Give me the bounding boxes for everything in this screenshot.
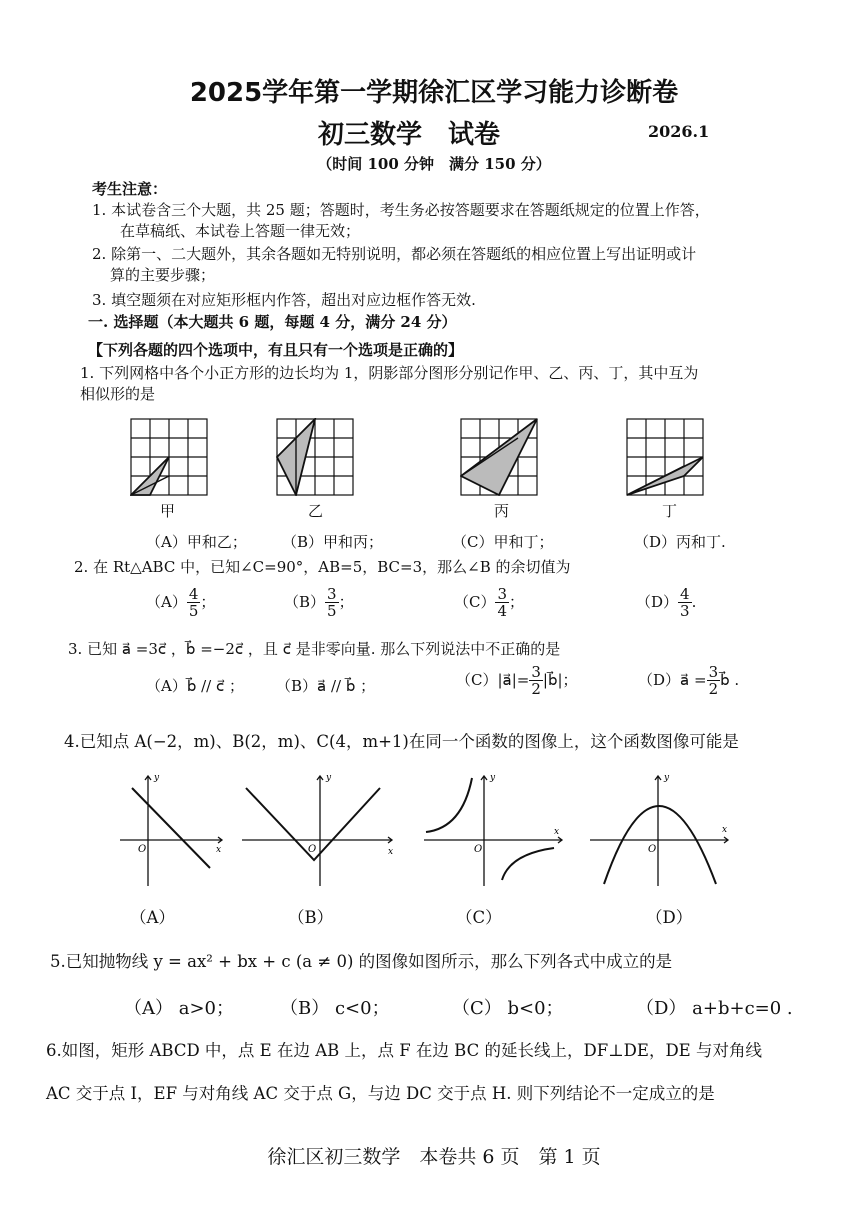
q2-option-a-label: （A） (146, 593, 187, 611)
section-instruction: 【下列各题的四个选项中，有且只有一个选项是正确的】 (88, 341, 464, 359)
q2-option-d-fraction (678, 586, 692, 619)
q4-graph-a (118, 768, 228, 888)
fraction-denominator: 2 (531, 680, 541, 698)
q2-option-a (146, 586, 215, 619)
q1-label-bing: 丙 (494, 502, 510, 520)
fraction-denominator: 5 (327, 602, 337, 620)
q4-label-a: （A） (130, 908, 175, 927)
q2-option-a-sep: ； (200, 593, 216, 611)
q2-option-d-label: （D） (636, 593, 679, 611)
q2-option-b-sep: ； (338, 593, 354, 611)
q3-option-c (456, 664, 578, 697)
q1-label-ding: 丁 (662, 502, 678, 520)
q4-graph-d-origin: O (648, 844, 657, 855)
notice-item-2-cont: 算的主要步骤； (110, 266, 216, 284)
q6-stem: 6.如图，矩形 ABCD 中，点 E 在边 AB 上，点 F 在边 BC 的延长线上，DF⊥DE，DE 与对角线 (46, 1041, 762, 1060)
fraction-denominator: 5 (188, 602, 199, 620)
q1-grid-ding (626, 418, 704, 496)
q4-label-b: （B） (288, 908, 334, 927)
q1-option-d: （D）丙和丁. (634, 533, 726, 551)
exam-title: 2025学年第一学期徐汇区学习能力诊断卷 (189, 78, 679, 108)
q2-option-d (636, 586, 696, 619)
q4-graph-c-origin: O (474, 844, 483, 855)
q4-graph-b-x-label: x (388, 847, 394, 857)
q3-option-d (638, 664, 739, 697)
q1-label-jia: 甲 (160, 502, 176, 520)
q4-graph-c-y-label: y (490, 773, 496, 783)
q5-stem: 5.已知抛物线 y = ax² + bx + c (a ≠ 0) 的图像如图所示，那么下列各式中成立的是 (50, 952, 673, 971)
fraction-numerator: 3 (327, 585, 337, 603)
q4-graph-b-y-label: y (326, 773, 332, 783)
q3-option-b: （B）a⃗ // b⃗ ； (276, 677, 376, 695)
q4-label-d: （D） (646, 908, 693, 927)
fraction-denominator: 2 (708, 680, 719, 698)
q1-label-yi: 乙 (308, 502, 324, 520)
q2-option-b-fraction (325, 586, 339, 619)
q1-stem-cont: 相似形的是 (80, 385, 156, 403)
q2-option-c-label: （C） (454, 593, 496, 611)
q3-option-c-prefix: （C）|a⃗|= (456, 671, 530, 689)
q5-option-c: （C） b<0； (452, 998, 564, 1019)
q5-option-a: （A） a>0； (124, 998, 234, 1019)
fraction-numerator: 4 (188, 585, 199, 603)
q1-grid-jia (130, 418, 208, 496)
q3-option-d-suffix: b⃗ . (720, 671, 740, 689)
page-footer: 徐汇区初三数学 本卷共 6 页 第 1 页 (267, 1146, 601, 1168)
q3-option-a: （A）b⃗ // c⃗ ； (146, 677, 245, 695)
q1-option-c: （C）甲和丁； (452, 533, 554, 551)
q3-option-d-fraction (707, 664, 721, 697)
q6-stem-cont: AC 交于点 I，EF 与对角线 AC 交于点 G，与边 DC 交于点 H. 则下列结论不一定成立的是 (46, 1084, 715, 1103)
q3-option-c-fraction (529, 664, 543, 697)
q4-graph-b (240, 768, 400, 888)
q5-option-d: （D） a+b+c=0 . (636, 998, 793, 1019)
q2-option-d-sep: . (691, 593, 697, 611)
q4-graph-d-y-label: y (664, 773, 670, 783)
fraction-numerator: 4 (680, 585, 690, 603)
q1-grid-yi (276, 418, 354, 496)
q2-stem: 2. 在 Rt△ABC 中，已知∠C=90°，AB=5，BC=3，那么∠B 的余切值为 (74, 558, 571, 576)
q4-graph-c-x-label: x (554, 827, 560, 837)
q2-option-c-sep: ； (509, 593, 525, 611)
fraction-numerator: 3 (531, 663, 541, 681)
q3-option-c-suffix: |b⃗|； (542, 671, 578, 689)
notice-heading: 考生注意： (92, 180, 168, 198)
q2-option-c (454, 586, 524, 619)
q4-graph-c (422, 768, 572, 888)
exam-subtitle: 初三数学 试卷 (318, 120, 501, 150)
q1-option-a: （A）甲和乙； (146, 533, 247, 551)
q3-stem: 3. 已知 a⃗ =3c⃗ ，b⃗ =−2c⃗ ，且 c⃗ 是非零向量. 那么下列说法中不正确的是 (68, 640, 561, 658)
q4-graph-a-origin: O (138, 844, 147, 855)
fraction-numerator: 3 (497, 585, 508, 603)
exam-time-info: （时间 100 分钟 满分 150 分） (317, 155, 551, 173)
notice-item-2: 2. 除第一、二大题外，其余各题如无特别说明，都必须在答题纸的相应位置上写出证明或计 (92, 245, 697, 263)
fraction-denominator: 4 (497, 602, 508, 620)
notice-item-3: 3. 填空题须在对应矩形框内作答，超出对应边框作答无效. (92, 291, 476, 309)
exam-date: 2026.1 (648, 122, 710, 141)
fraction-numerator: 3 (708, 663, 719, 681)
q5-option-b: （B） c<0； (280, 998, 390, 1019)
q4-graph-b-origin: O (308, 844, 317, 855)
notice-item-1-cont: 在草稿纸、本试卷上答题一律无效； (120, 222, 361, 240)
notice-item-1: 1. 本试卷含三个大题，共 25 题；答题时，考生务必按答题要求在答题纸规定的位置上作答， (92, 201, 710, 219)
section-heading: 一. 选择题（本大题共 6 题，每题 4 分，满分 24 分） (88, 313, 457, 331)
q2-option-c-fraction (495, 586, 509, 619)
q4-stem: 4.已知点 A(−2，m)、B(2，m)、C(4，m+1)在同一个函数的图像上，这个函数图像可能是 (64, 732, 739, 751)
q4-label-c: （C） (456, 908, 502, 927)
q1-stem: 1. 下列网格中各个小正方形的边长均为 1，阴影部分图形分别记作甲、乙、丙、丁，其中互为 (80, 364, 699, 382)
q2-option-b-label: （B） (284, 593, 326, 611)
q4-graph-d (588, 768, 738, 888)
q4-graph-d-x-label: x (722, 825, 728, 835)
fraction-denominator: 3 (680, 602, 690, 620)
q2-option-b (284, 586, 354, 619)
q4-graph-a-y-label: y (154, 773, 160, 783)
q3-option-d-prefix: （D）a⃗ = (638, 671, 707, 689)
q1-grid-bing (460, 418, 538, 496)
q1-option-b: （B）甲和丙； (282, 533, 384, 551)
q4-graph-a-x-label: x (216, 845, 222, 855)
q2-option-a-fraction (187, 586, 201, 619)
